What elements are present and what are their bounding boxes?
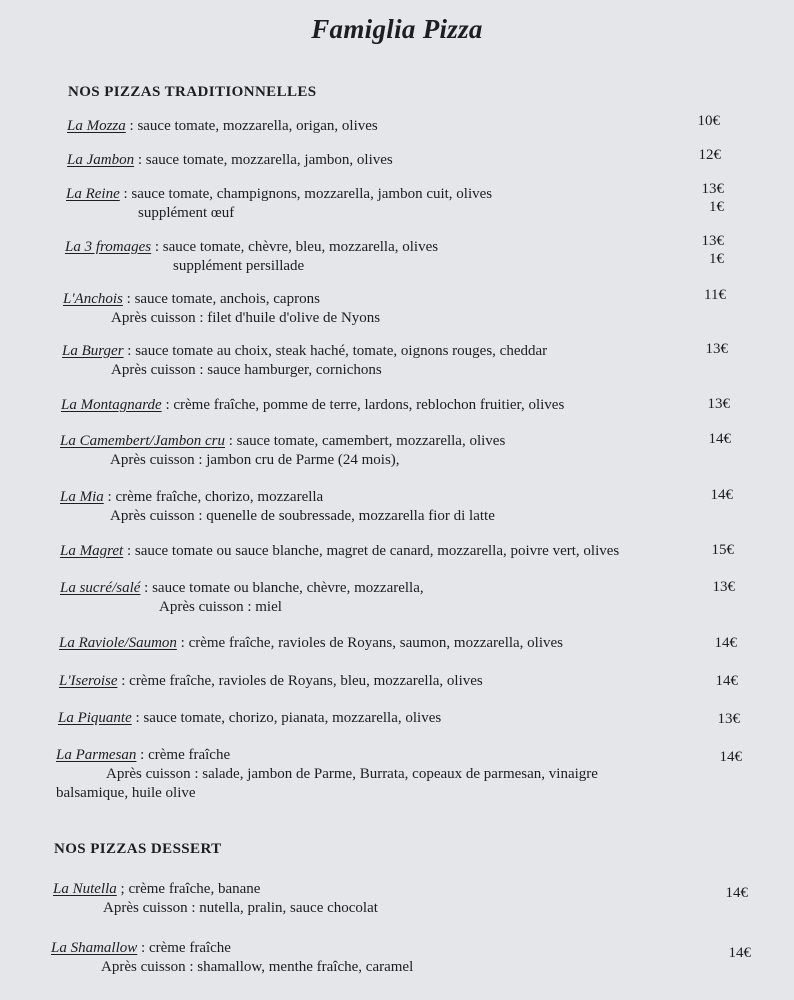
section-heading-dessert: NOS PIZZAS DESSERT [54, 841, 222, 857]
menu-item-la-shamallow: La Shamallow : crème fraîche Après cuisson : shamallow, menthe fraîche, caramel [51, 940, 414, 975]
menu-item-la-3-fromages: La 3 fromages : sauce tomate, chèvre, bleu, mozzarella, olives supplément persillade [65, 239, 439, 274]
menu-item-la-raviole-saumon: La Raviole/Saumon : crème fraîche, ravioles de Royans, saumon, mozzarella, olives [59, 635, 564, 651]
pizza-name: La Mia [60, 489, 104, 505]
pizza-description: sauce tomate, camembert, mozzarella, olives [236, 433, 506, 449]
menu-item-la-sucre-sale: La sucré/salé : sauce tomate ou blanche, chèvre, mozzarella, Après cuisson : miel [60, 580, 424, 615]
pizza-name: L'Iseroise [59, 673, 118, 689]
pizza-name: La Reine [66, 186, 120, 202]
price: 13€ 1€ [701, 181, 724, 215]
after-baking-line: Après cuisson : jambon cru de Parme (24 mois), [110, 452, 400, 468]
after-baking-line-continued: balsamique, huile olive [56, 785, 196, 801]
menu-item-la-reine: La Reine : sauce tomate, champignons, mozzarella, jambon cuit, olives supplément œuf [66, 186, 493, 221]
after-baking-line: Après cuisson : shamallow, menthe fraîche, caramel [101, 959, 414, 975]
pizza-name: La 3 fromages [65, 239, 152, 255]
price: 14€ [725, 885, 748, 901]
after-baking-line: Après cuisson : filet d'huile d'olive de Nyons [111, 310, 381, 326]
supplement-line: supplément œuf [138, 205, 235, 221]
pizza-name: La Burger [62, 343, 124, 359]
pizza-name: La Montagnarde [61, 397, 162, 413]
pizza-description: sauce tomate, mozzarella, origan, olives [137, 118, 378, 134]
pizza-name: La Jambon [67, 152, 135, 168]
price: 13€ [705, 341, 728, 357]
menu-item-la-parmesan: La Parmesan : crème fraîche Après cuisson : salade, jambon de Parme, Burrata, copeaux de parmesan, vinaigre balsamique, huile olive [56, 747, 598, 801]
pizza-description: sauce tomate, champignons, mozzarella, jambon cuit, olives [131, 186, 493, 202]
pizza-name: La Mozza [67, 118, 126, 134]
menu-item-l-iseroise: L'Iseroise : crème fraîche, ravioles de Royans, bleu, mozzarella, olives [59, 673, 483, 689]
price: 10€ [697, 113, 720, 129]
pizza-description: sauce tomate ou sauce blanche, magret de canard, mozzarella, poivre vert, olives [134, 543, 620, 559]
pizza-name: La sucré/salé [60, 580, 141, 596]
pizza-description: crème fraîche, pomme de terre, lardons, reblochon fruitier, olives [173, 397, 565, 413]
pizza-description: sauce tomate, anchois, caprons [134, 291, 320, 307]
price: 14€ [728, 945, 751, 961]
pizza-name: La Parmesan [56, 747, 137, 763]
price: 13€ 1€ [701, 233, 724, 267]
price: 11€ [704, 287, 726, 303]
pizza-description: crème fraîche, chorizo, mozzarella [115, 489, 324, 505]
pizza-description: crème fraîche [148, 940, 231, 956]
after-baking-line: Après cuisson : salade, jambon de Parme, Burrata, copeaux de parmesan, vinaigre [106, 766, 598, 782]
pizza-name: La Piquante [58, 710, 132, 726]
pizza-description: sauce tomate, chorizo, pianata, mozzarella, olives [143, 710, 442, 726]
menu-item-la-mia: La Mia : crème fraîche, chorizo, mozzarella Après cuisson : quenelle de soubressade, mozzarella fior di latte [60, 489, 495, 524]
menu-item-la-piquante: La Piquante : sauce tomate, chorizo, pianata, mozzarella, olives [58, 710, 442, 726]
menu-item-l-anchois: L'Anchois : sauce tomate, anchois, caprons Après cuisson : filet d'huile d'olive de Nyons [63, 291, 381, 326]
price: 12€ [698, 147, 721, 163]
menu-item-la-magret: La Magret : sauce tomate ou sauce blanche, magret de canard, mozzarella, poivre vert, olives [60, 543, 620, 559]
price: 14€ [710, 487, 733, 503]
pizza-description: crème fraîche [148, 747, 231, 763]
after-baking-line: Après cuisson : nutella, pralin, sauce chocolat [103, 900, 378, 916]
pizza-name: La Shamallow [51, 940, 138, 956]
menu-item-la-montagnarde: La Montagnarde : crème fraîche, pomme de terre, lardons, reblochon fruitier, olives [61, 397, 565, 413]
menu-title: Famiglia Pizza [311, 14, 483, 44]
menu-item-la-jambon: La Jambon : sauce tomate, mozzarella, jambon, olives [67, 152, 393, 168]
menu-item-la-nutella: La Nutella ; crème fraîche, banane Après cuisson : nutella, pralin, sauce chocolat [53, 881, 378, 916]
menu-item-la-burger: La Burger : sauce tomate au choix, steak haché, tomate, oignons rouges, cheddar Après cuisson : sauce hamburger, cornichons [62, 343, 548, 378]
pizza-description: sauce tomate, mozzarella, jambon, olives [145, 152, 393, 168]
pizza-name: La Magret [60, 543, 124, 559]
pizza-description: sauce tomate ou blanche, chèvre, mozzarella, [152, 580, 424, 596]
after-baking-line: Après cuisson : sauce hamburger, cornichons [111, 362, 382, 378]
pizza-description: crème fraîche, banane [128, 881, 261, 897]
pizza-description: crème fraîche, ravioles de Royans, bleu, mozzarella, olives [129, 673, 483, 689]
after-baking-line: Après cuisson : miel [159, 599, 282, 615]
price: 14€ [715, 673, 738, 689]
pizza-name: L'Anchois [63, 291, 123, 307]
section-heading-traditional: NOS PIZZAS TRADITIONNELLES [68, 84, 317, 100]
pizza-description: sauce tomate au choix, steak haché, tomate, oignons rouges, cheddar [135, 343, 548, 359]
price: 13€ [712, 579, 735, 595]
after-baking-line: Après cuisson : quenelle de soubressade, mozzarella fior di latte [110, 508, 495, 524]
pizza-name: La Camembert/Jambon cru [60, 433, 225, 449]
price: 14€ [719, 749, 742, 765]
price: 13€ [707, 396, 730, 412]
price: 14€ [708, 431, 731, 447]
price: 15€ [711, 542, 734, 558]
supplement-line: supplément persillade [173, 258, 305, 274]
menu-item-la-camembert: La Camembert/Jambon cru : sauce tomate, camembert, mozzarella, olives Après cuisson : jambon cru de Parme (24 mois), [60, 433, 506, 468]
pizza-name: La Raviole/Saumon [59, 635, 177, 651]
price: 13€ [717, 711, 740, 727]
pizza-description: crème fraîche, ravioles de Royans, saumon, mozzarella, olives [188, 635, 564, 651]
menu-item-la-mozza: La Mozza : sauce tomate, mozzarella, origan, olives [67, 118, 378, 134]
pizza-name: La Nutella [53, 881, 117, 897]
pizza-description: sauce tomate, chèvre, bleu, mozzarella, olives [162, 239, 439, 255]
price: 14€ [714, 635, 737, 651]
